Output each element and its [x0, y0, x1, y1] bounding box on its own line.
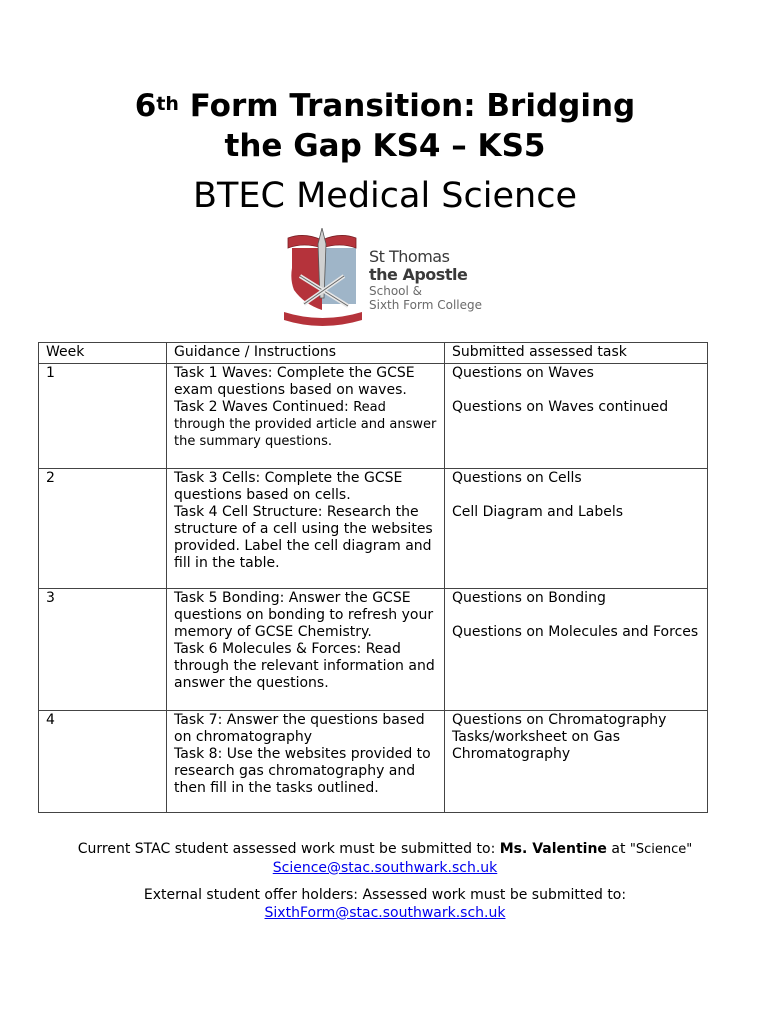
table-header-row — [39, 343, 708, 364]
task-text: Task 6 Molecules & Forces: Read through the relevant information and answer the questions. — [174, 641, 435, 691]
submitted-cell — [445, 469, 708, 589]
teacher-name: Ms. Valentine — [499, 841, 607, 857]
week-cell: 2 — [39, 469, 167, 589]
header-submitted: Submitted assessed task — [445, 343, 708, 364]
guidance-cell — [167, 589, 445, 711]
task-text: Task 4 Cell Structure: Research the structure of a cell using the websites provided. Label the cell diagram and fill in the table. — [174, 504, 433, 571]
title-superscript: th — [156, 93, 179, 115]
submitted-item: Cell Diagram and Labels — [452, 504, 624, 520]
title-number: 6 — [134, 88, 157, 124]
title-line-1-text: Form Transition: Bridging — [178, 88, 636, 124]
title-line-2: the Gap KS4 – KS5 — [224, 128, 546, 164]
header-week: Week — [39, 343, 167, 364]
submitted-item: Questions on Chromatography — [452, 712, 667, 728]
task-text: Task 7: Answer the questions based on chromatography — [174, 712, 425, 745]
submission-note-external — [0, 886, 770, 922]
header-guidance: Guidance / Instructions — [167, 343, 445, 364]
school-name-line-2: the Apostle — [369, 265, 468, 284]
week-cell: 3 — [39, 589, 167, 711]
submitted-cell — [445, 711, 708, 813]
table-row — [39, 589, 708, 711]
week-cell: 4 — [39, 711, 167, 813]
document-subtitle: BTEC Medical Science — [193, 176, 577, 216]
transition-plan-table — [38, 342, 708, 813]
task-label: Task 2 Waves Continued: — [174, 399, 349, 415]
school-name-line-3: School & — [369, 284, 423, 298]
submitted-cell — [445, 364, 708, 469]
submitted-item: Questions on Bonding — [452, 590, 606, 606]
document-title — [0, 86, 770, 166]
guidance-cell — [167, 364, 445, 469]
task-detail: Read through the provided article and answer the summary questions. — [174, 400, 437, 449]
science-email-link[interactable]: Science@stac.southwark.sch.uk — [272, 860, 498, 876]
task-text: Task 5 Bonding: Answer the GCSE questions on bonding to refresh your memory of GCSE Chemistry. — [174, 590, 434, 640]
task-text: Task 8: Use the websites provided to research gas chromatography and then fill in the tasks outlined. — [174, 746, 431, 796]
submitted-cell — [445, 589, 708, 711]
table-row — [39, 364, 708, 469]
school-crest-icon — [284, 228, 364, 328]
submitted-item: Tasks/worksheet on Gas Chromatography — [452, 729, 621, 762]
submitted-item: Questions on Molecules and Forces — [452, 624, 699, 640]
department-name: "Science" — [629, 842, 693, 857]
sixthform-email-link[interactable]: SixthForm@stac.southwark.sch.uk — [264, 905, 506, 921]
guidance-cell — [167, 711, 445, 813]
week-cell: 1 — [39, 364, 167, 469]
school-name-line-4: Sixth Form College — [369, 298, 482, 312]
table-row — [39, 711, 708, 813]
task-text — [174, 399, 438, 450]
guidance-cell — [167, 469, 445, 589]
school-name — [369, 248, 482, 312]
submission-note-current — [0, 840, 770, 877]
task-text: Task 1 Waves: Complete the GCSE exam questions based on waves. — [174, 365, 415, 398]
submitted-item: Questions on Cells — [452, 470, 582, 486]
note-text: External student offer holders: Assessed work must be submitted to: — [143, 887, 627, 903]
table-row — [39, 469, 708, 589]
school-name-line-1: St Thomas — [369, 247, 450, 266]
task-text: Task 3 Cells: Complete the GCSE questions based on cells. — [174, 470, 403, 503]
submitted-item: Questions on Waves continued — [452, 399, 669, 415]
school-logo — [284, 228, 494, 328]
note-text: at — [606, 841, 630, 857]
title-line-1 — [0, 86, 770, 126]
submitted-item: Questions on Waves — [452, 365, 594, 381]
note-text: Current STAC student assessed work must be submitted to: — [77, 841, 500, 857]
